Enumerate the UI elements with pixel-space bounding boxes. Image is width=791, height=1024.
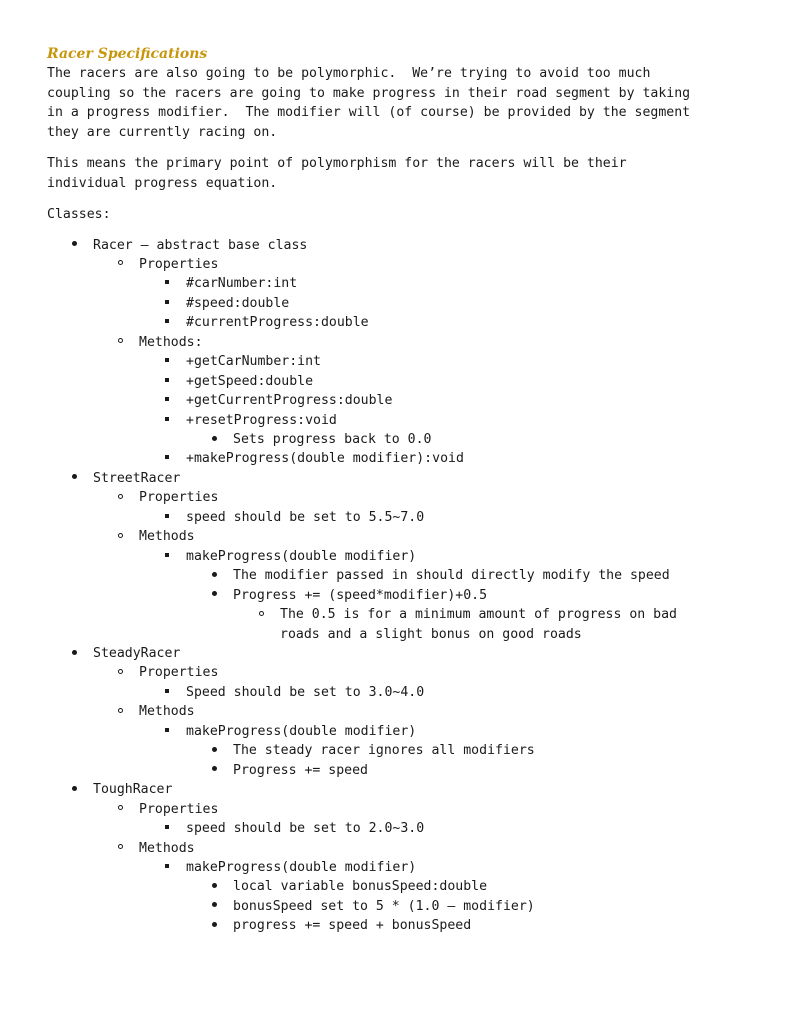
bullet-disc-icon [207, 566, 221, 585]
bullet-disc-icon [207, 430, 221, 449]
paragraph-line: coupling so the racers are going to make progress in their road segment by taking [47, 85, 691, 101]
bullet-square-icon [160, 858, 174, 877]
list-item: Methods [47, 839, 747, 858]
bullet-square-icon [160, 449, 174, 468]
list-item: +getCarNumber:int [47, 352, 747, 371]
intro-paragraph [47, 64, 747, 142]
list-item: Properties [47, 663, 747, 682]
list-item-steady-racer: SteadyRacer [47, 644, 747, 663]
list-item: Sets progress back to 0.0 [47, 430, 747, 449]
bullet-square-icon [160, 411, 174, 430]
list-item: Speed should be set to 3.0~4.0 [47, 683, 747, 702]
bullet-circle-icon [113, 255, 127, 274]
bullet-square-icon [160, 819, 174, 838]
list-item: local variable bonusSpeed:double [47, 877, 747, 896]
list-item-street-racer: StreetRacer [47, 469, 747, 488]
bullet-square-icon [160, 547, 174, 566]
list-item: +resetProgress:void [47, 411, 747, 430]
bullet-disc-icon [67, 780, 81, 799]
list-item: speed should be set to 5.5~7.0 [47, 508, 747, 527]
bullet-disc-icon [207, 916, 221, 935]
bullet-square-icon [160, 294, 174, 313]
bullet-disc-icon [207, 897, 221, 916]
bullet-square-icon [160, 372, 174, 391]
list-item: progress += speed + bonusSpeed [47, 916, 747, 935]
list-item: Properties [47, 800, 747, 819]
section-title: Racer Specifications [47, 46, 208, 62]
paragraph-line: individual progress equation. [47, 175, 278, 191]
list-item: makeProgress(double modifier) [47, 858, 747, 877]
bullet-square-icon [160, 683, 174, 702]
list-item: bonusSpeed set to 5 * (1.0 – modifier) [47, 897, 747, 916]
bullet-disc-icon [207, 761, 221, 780]
bullet-circle-icon [254, 605, 268, 624]
bullet-square-icon [160, 352, 174, 371]
paragraph-line: they are currently racing on. [47, 124, 278, 140]
bullet-square-icon [160, 391, 174, 410]
polymorphism-paragraph [47, 154, 747, 193]
list-item: makeProgress(double modifier) [47, 722, 747, 741]
bullet-circle-icon [113, 527, 127, 546]
paragraph-line: This means the primary point of polymorphism for the racers will be their [47, 156, 627, 171]
list-item: Methods [47, 702, 747, 721]
bullet-square-icon [160, 508, 174, 527]
list-item: +makeProgress(double modifier):void [47, 449, 747, 468]
paragraph-line: in a progress modifier. The modifier will (of course) be provided by the segment [47, 105, 691, 120]
bullet-disc-icon [207, 877, 221, 896]
class-list [47, 236, 747, 936]
bullet-circle-icon [113, 333, 127, 352]
list-item: The 0.5 is for a minimum amount of progress on bad roads and a slight bonus on good roads [47, 605, 747, 644]
list-item: #currentProgress:double [47, 313, 747, 332]
list-item: Properties [47, 488, 747, 507]
list-item: +getCurrentProgress:double [47, 391, 747, 410]
list-item: The steady racer ignores all modifiers [47, 741, 747, 760]
bullet-circle-icon [113, 488, 127, 507]
bullet-square-icon [160, 722, 174, 741]
list-item: speed should be set to 2.0~3.0 [47, 819, 747, 838]
list-item-tough-racer: ToughRacer [47, 780, 747, 799]
classes-label: Classes: [47, 207, 111, 222]
bullet-circle-icon [113, 839, 127, 858]
list-item-racer: Racer – abstract base class [47, 236, 747, 255]
list-item: Methods: [47, 333, 747, 352]
list-item: Progress += (speed*modifier)+0.5 [47, 586, 747, 605]
bullet-disc-icon [207, 586, 221, 605]
bullet-square-icon [160, 274, 174, 293]
bullet-disc-icon [67, 469, 81, 488]
list-item: #speed:double [47, 294, 747, 313]
list-item: Methods [47, 527, 747, 546]
paragraph-line: The racers are also going to be polymorphic. We’re trying to avoid too much [47, 66, 651, 81]
list-item: Properties [47, 255, 747, 274]
bullet-circle-icon [113, 663, 127, 682]
bullet-disc-icon [67, 236, 81, 255]
bullet-disc-icon [67, 644, 81, 663]
list-item: The modifier passed in should directly modify the speed [47, 566, 747, 585]
bullet-circle-icon [113, 702, 127, 721]
document-page [47, 44, 747, 936]
list-item: makeProgress(double modifier) [47, 547, 747, 566]
list-item: Progress += speed [47, 761, 747, 780]
list-item: +getSpeed:double [47, 372, 747, 391]
bullet-disc-icon [207, 741, 221, 760]
bullet-circle-icon [113, 800, 127, 819]
list-item: #carNumber:int [47, 274, 747, 293]
bullet-square-icon [160, 313, 174, 332]
